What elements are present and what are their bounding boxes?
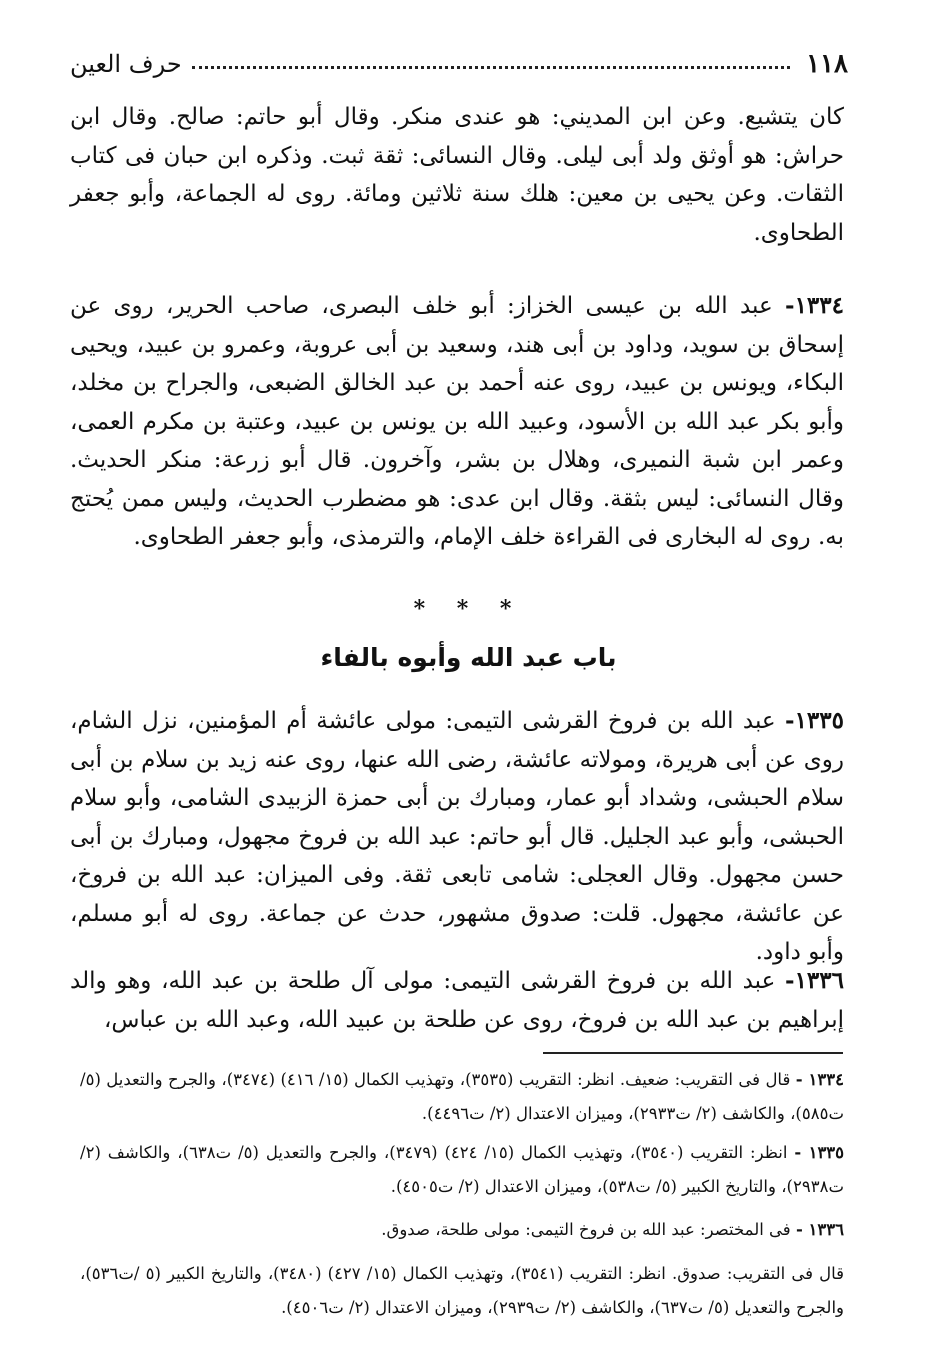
footnote-text: قال فى التقريب: ضعيف. انظر: التقريب (٣٥٣٥)، وتهذيب الكمال (١٥/ ٤١٦) (٣٤٧٤)، والجرح والتعديل (٥/ ت٥٨٥)، والكاشف (٢/ ت٢٩٣٣)، وميزان الاعتدال (٢/ ت٤٤٩٦). [80, 1070, 844, 1123]
footnote-number: ١٣٣٦ - [795, 1220, 844, 1239]
entry-text: عبد الله بن فروخ القرشى التيمى: مولى عائشة أم المؤمنين، نزل الشام، روى عن أبى هريرة، ومولاته عائشة، رضى الله عنها، روى عنه زيد بن سلام بن أبى سلام الحبشى، وشداد أبو عمار، ومبارك بن أبى حمزة الزبيدى الشامى، وأبو سلام الحبشى، وأبو عبد الجليل. قال أبو حاتم: عبد الله بن فروخ مجهول، ومبارك بن أبى حسن مجهول. وقال العجلى: شامى تابعى ثقة. وفى الميزان: عبد الله بن فروخ، عن عائشة، مجهول. قلت: صدوق مشهور، حدث عن جماعة. روى له أبو مسلم، وأبو داود. [70, 708, 844, 965]
footnote-1336-continuation [80, 1257, 844, 1325]
running-header [70, 44, 848, 84]
footnote-text: قال فى التقريب: صدوق. انظر: التقريب (٣٥٤١)، وتهذيب الكمال (١٥/ ٤٢٧) (٣٤٨٠)، والتاريخ الكبير (٥ /ت٥٣٦)، والجرح والتعديل (٥/ ت٦٣٧)، والكاشف (٢/ ت٢٩٣٩)، وميزان الاعتدال (٢/ ت٤٥٠٦). [80, 1264, 844, 1317]
entry-text: عبد الله بن فروخ القرشى التيمى: مولى آل طلحة بن عبد الله، وهو والد إبراهيم بن عبد الله بن فروخ، روى عن طلحة بن عبيد الله، وعبد الله بن عباس، [70, 968, 844, 1033]
footnote-number: ١٣٣٥ - [794, 1143, 845, 1162]
footnote-text: انظر: التقريب (٣٥٤٠)، وتهذيب الكمال (١٥/ ٤٢٤) (٣٤٧٩)، والجرح والتعديل (٥/ ت٦٣٨)، والكاشف (٢/ ت٢٩٣٨)، والتاريخ الكبير (٥/ ت٥٣٨)، وميزان الاعتدال (٢/ ت٤٥٠٥). [80, 1143, 844, 1196]
paragraph-continuation: كان يتشيع. وعن ابن المديني: هو عندى منكر. وقال أبو حاتم: صالح. وقال ابن حراش: هو أوثق ولد أبى ليلى. وقال النسائى: ثقة ثبت. وذكره ابن حبان فى كتاب الثقات. وعن يحيى بن معين: هلك سنة ثلاثين ومائة. روى له الجماعة، وأبو جعفر الطحاوى. [70, 104, 844, 246]
footnote-1334 [80, 1063, 844, 1131]
entry-1334 [70, 287, 844, 557]
footnote-1336 [80, 1213, 844, 1247]
entry-1336 [70, 962, 844, 1039]
footnote-rule [543, 1052, 843, 1054]
entry-1335 [70, 702, 844, 972]
footnote-1335 [80, 1136, 844, 1204]
entry-number: ١٣٣٥- [785, 707, 844, 734]
entry-number: ١٣٣٦- [785, 967, 844, 994]
footnote-number: ١٣٣٤ - [795, 1070, 844, 1089]
section-title: باب عبد الله وأبوه بالفاء [320, 643, 617, 672]
page-number: ١١٨ [806, 49, 848, 79]
footnote-text: فى المختصر: عبد الله بن فروخ التيمى: مولى طلحة، صدوق. [381, 1220, 791, 1239]
entry-text: عبد الله بن عيسى الخزاز: أبو خلف البصرى، صاحب الحرير، روى عن إسحاق بن سويد، وداود بن أبى هند، وسعيد بن أبى عروبة، وعمرو بن عبيد، ويحيى البكاء، ويونس بن عبيد، روى عنه أحمد بن عبد الخالق الضبعى، والجراح بن مخلد، وأبو بكر عبد الله بن الأسود، وعبيد الله بن يونس بن عبيد، وعتبة بن مكرم العمى، وعمر ابن شبة النميرى، وهلال بن بشر، وآخرون. قال أبو زرعة: منكر الحديث. وقال النسائى: ليس بثقة. وقال ابن عدى: هو مضطرب الحديث، وليس ممن يُحتج به. روى له البخارى فى القراءة خلف الإمام، والترمذى، وأبو جعفر الطحاوى. [70, 293, 844, 550]
chapter-title: حرف العين [70, 50, 182, 78]
separator-stars: * * * [413, 596, 524, 622]
entry-number: ١٣٣٤- [785, 292, 844, 319]
header-dotted-leader [192, 66, 790, 69]
